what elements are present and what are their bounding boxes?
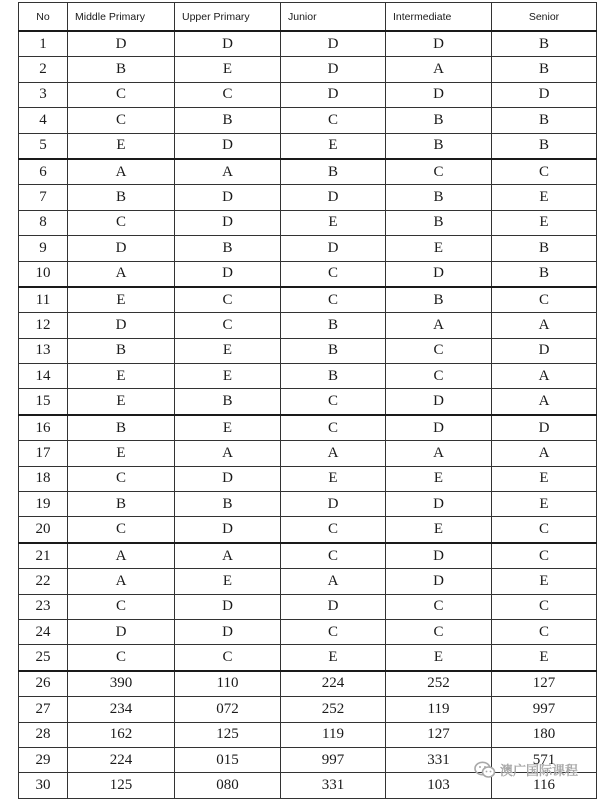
cell-junior: E bbox=[281, 210, 386, 235]
cell-middle-primary: C bbox=[68, 517, 175, 543]
table-body bbox=[19, 31, 597, 798]
cell-senior: B bbox=[492, 261, 597, 287]
cell-intermediate: D bbox=[386, 389, 492, 415]
cell-upper-primary: 125 bbox=[175, 722, 281, 747]
cell-senior: A bbox=[492, 313, 597, 338]
cell-no: 2 bbox=[19, 57, 68, 82]
cell-senior: D bbox=[492, 415, 597, 441]
cell-intermediate: 127 bbox=[386, 722, 492, 747]
cell-middle-primary: C bbox=[68, 82, 175, 107]
table-row bbox=[19, 645, 597, 671]
header-intermediate: Intermediate bbox=[386, 3, 492, 32]
cell-upper-primary: E bbox=[175, 364, 281, 389]
cell-middle-primary: C bbox=[68, 210, 175, 235]
cell-junior: D bbox=[281, 82, 386, 107]
cell-no: 10 bbox=[19, 261, 68, 287]
cell-no: 7 bbox=[19, 185, 68, 210]
cell-upper-primary: A bbox=[175, 441, 281, 466]
cell-middle-primary: 162 bbox=[68, 722, 175, 747]
cell-upper-primary: B bbox=[175, 389, 281, 415]
cell-no: 30 bbox=[19, 773, 68, 798]
table-row bbox=[19, 210, 597, 235]
table-row bbox=[19, 236, 597, 261]
table-row bbox=[19, 697, 597, 722]
table-row bbox=[19, 261, 597, 287]
cell-junior: C bbox=[281, 415, 386, 441]
cell-senior: B bbox=[492, 31, 597, 57]
cell-upper-primary: A bbox=[175, 543, 281, 569]
cell-upper-primary: C bbox=[175, 82, 281, 107]
cell-senior: C bbox=[492, 159, 597, 185]
table-row bbox=[19, 31, 597, 57]
cell-upper-primary: E bbox=[175, 415, 281, 441]
header-no: No bbox=[19, 3, 68, 32]
cell-intermediate: C bbox=[386, 338, 492, 363]
table-header bbox=[19, 3, 597, 32]
cell-intermediate: C bbox=[386, 159, 492, 185]
cell-upper-primary: A bbox=[175, 159, 281, 185]
table-row bbox=[19, 747, 597, 772]
cell-middle-primary: E bbox=[68, 364, 175, 389]
cell-no: 14 bbox=[19, 364, 68, 389]
cell-upper-primary: C bbox=[175, 287, 281, 313]
table-row bbox=[19, 159, 597, 185]
cell-intermediate: A bbox=[386, 441, 492, 466]
cell-intermediate: C bbox=[386, 364, 492, 389]
header-upper-primary: Upper Primary bbox=[175, 3, 281, 32]
cell-upper-primary: D bbox=[175, 466, 281, 491]
cell-senior: E bbox=[492, 569, 597, 594]
answer-key-table bbox=[18, 2, 597, 799]
cell-senior: A bbox=[492, 364, 597, 389]
cell-junior: 224 bbox=[281, 671, 386, 697]
cell-upper-primary: D bbox=[175, 594, 281, 619]
cell-junior: D bbox=[281, 236, 386, 261]
cell-upper-primary: D bbox=[175, 133, 281, 159]
cell-junior: E bbox=[281, 466, 386, 491]
cell-senior: E bbox=[492, 492, 597, 517]
cell-senior: D bbox=[492, 338, 597, 363]
cell-middle-primary: E bbox=[68, 287, 175, 313]
cell-upper-primary: D bbox=[175, 261, 281, 287]
cell-upper-primary: B bbox=[175, 236, 281, 261]
cell-no: 18 bbox=[19, 466, 68, 491]
cell-junior: E bbox=[281, 133, 386, 159]
cell-senior: 997 bbox=[492, 697, 597, 722]
cell-junior: 252 bbox=[281, 697, 386, 722]
table-row bbox=[19, 619, 597, 644]
cell-middle-primary: A bbox=[68, 543, 175, 569]
cell-upper-primary: 015 bbox=[175, 747, 281, 772]
table-row bbox=[19, 287, 597, 313]
cell-middle-primary: B bbox=[68, 415, 175, 441]
table-row bbox=[19, 569, 597, 594]
cell-middle-primary: 234 bbox=[68, 697, 175, 722]
table-row bbox=[19, 492, 597, 517]
cell-intermediate: B bbox=[386, 108, 492, 133]
cell-senior: A bbox=[492, 389, 597, 415]
cell-senior: A bbox=[492, 441, 597, 466]
cell-no: 6 bbox=[19, 159, 68, 185]
header-senior: Senior bbox=[492, 3, 597, 32]
cell-intermediate: D bbox=[386, 82, 492, 107]
cell-junior: C bbox=[281, 389, 386, 415]
cell-middle-primary: 125 bbox=[68, 773, 175, 798]
cell-senior: C bbox=[492, 619, 597, 644]
cell-no: 20 bbox=[19, 517, 68, 543]
cell-intermediate: 252 bbox=[386, 671, 492, 697]
cell-intermediate: 103 bbox=[386, 773, 492, 798]
cell-middle-primary: E bbox=[68, 441, 175, 466]
table-row bbox=[19, 389, 597, 415]
cell-junior: D bbox=[281, 185, 386, 210]
table-row bbox=[19, 57, 597, 82]
cell-middle-primary: D bbox=[68, 313, 175, 338]
table-row bbox=[19, 671, 597, 697]
cell-intermediate: E bbox=[386, 517, 492, 543]
cell-no: 11 bbox=[19, 287, 68, 313]
cell-no: 21 bbox=[19, 543, 68, 569]
cell-senior: C bbox=[492, 594, 597, 619]
cell-no: 12 bbox=[19, 313, 68, 338]
cell-junior: C bbox=[281, 517, 386, 543]
cell-upper-primary: D bbox=[175, 210, 281, 235]
cell-no: 26 bbox=[19, 671, 68, 697]
cell-middle-primary: D bbox=[68, 31, 175, 57]
cell-junior: D bbox=[281, 57, 386, 82]
cell-intermediate: A bbox=[386, 57, 492, 82]
cell-upper-primary: 072 bbox=[175, 697, 281, 722]
header-junior: Junior bbox=[281, 3, 386, 32]
cell-middle-primary: 224 bbox=[68, 747, 175, 772]
cell-junior: B bbox=[281, 159, 386, 185]
cell-upper-primary: B bbox=[175, 108, 281, 133]
cell-upper-primary: E bbox=[175, 57, 281, 82]
table-row bbox=[19, 185, 597, 210]
table-row bbox=[19, 108, 597, 133]
cell-junior: 119 bbox=[281, 722, 386, 747]
cell-intermediate: B bbox=[386, 287, 492, 313]
cell-no: 23 bbox=[19, 594, 68, 619]
cell-no: 22 bbox=[19, 569, 68, 594]
cell-upper-primary: C bbox=[175, 645, 281, 671]
cell-junior: C bbox=[281, 543, 386, 569]
table-row bbox=[19, 82, 597, 107]
cell-intermediate: D bbox=[386, 543, 492, 569]
cell-middle-primary: D bbox=[68, 619, 175, 644]
cell-middle-primary: E bbox=[68, 389, 175, 415]
cell-intermediate: B bbox=[386, 133, 492, 159]
cell-no: 9 bbox=[19, 236, 68, 261]
table-row bbox=[19, 313, 597, 338]
cell-middle-primary: 390 bbox=[68, 671, 175, 697]
cell-senior: 180 bbox=[492, 722, 597, 747]
table-row bbox=[19, 722, 597, 747]
cell-intermediate: D bbox=[386, 415, 492, 441]
cell-junior: 331 bbox=[281, 773, 386, 798]
cell-intermediate: B bbox=[386, 185, 492, 210]
cell-no: 5 bbox=[19, 133, 68, 159]
cell-upper-primary: B bbox=[175, 492, 281, 517]
cell-no: 19 bbox=[19, 492, 68, 517]
cell-junior: E bbox=[281, 645, 386, 671]
cell-junior: B bbox=[281, 313, 386, 338]
cell-senior: B bbox=[492, 133, 597, 159]
table-row bbox=[19, 441, 597, 466]
cell-middle-primary: B bbox=[68, 492, 175, 517]
table-row bbox=[19, 133, 597, 159]
cell-no: 3 bbox=[19, 82, 68, 107]
cell-middle-primary: A bbox=[68, 159, 175, 185]
cell-intermediate: D bbox=[386, 569, 492, 594]
cell-senior: D bbox=[492, 82, 597, 107]
cell-no: 16 bbox=[19, 415, 68, 441]
cell-upper-primary: D bbox=[175, 517, 281, 543]
cell-upper-primary: 080 bbox=[175, 773, 281, 798]
cell-upper-primary: D bbox=[175, 31, 281, 57]
cell-middle-primary: E bbox=[68, 133, 175, 159]
cell-senior: B bbox=[492, 57, 597, 82]
cell-senior: C bbox=[492, 517, 597, 543]
cell-junior: 997 bbox=[281, 747, 386, 772]
cell-junior: C bbox=[281, 261, 386, 287]
cell-intermediate: 119 bbox=[386, 697, 492, 722]
header-middle-primary: Middle Primary bbox=[68, 3, 175, 32]
cell-intermediate: 331 bbox=[386, 747, 492, 772]
cell-junior: C bbox=[281, 108, 386, 133]
cell-upper-primary: E bbox=[175, 338, 281, 363]
cell-no: 29 bbox=[19, 747, 68, 772]
cell-no: 27 bbox=[19, 697, 68, 722]
cell-junior: B bbox=[281, 364, 386, 389]
cell-upper-primary: D bbox=[175, 185, 281, 210]
table-row bbox=[19, 466, 597, 491]
watermark-text: 澳广国际课程 bbox=[500, 764, 579, 779]
cell-upper-primary: 110 bbox=[175, 671, 281, 697]
cell-no: 17 bbox=[19, 441, 68, 466]
cell-intermediate: A bbox=[386, 313, 492, 338]
cell-junior: B bbox=[281, 338, 386, 363]
cell-junior: D bbox=[281, 594, 386, 619]
cell-upper-primary: E bbox=[175, 569, 281, 594]
cell-junior: D bbox=[281, 492, 386, 517]
cell-junior: A bbox=[281, 569, 386, 594]
cell-intermediate: D bbox=[386, 31, 492, 57]
table-row bbox=[19, 415, 597, 441]
cell-senior: 571 bbox=[492, 747, 597, 772]
cell-no: 13 bbox=[19, 338, 68, 363]
cell-no: 8 bbox=[19, 210, 68, 235]
cell-middle-primary: A bbox=[68, 569, 175, 594]
cell-senior: E bbox=[492, 645, 597, 671]
cell-no: 1 bbox=[19, 31, 68, 57]
cell-middle-primary: B bbox=[68, 185, 175, 210]
cell-middle-primary: B bbox=[68, 338, 175, 363]
cell-senior: B bbox=[492, 236, 597, 261]
cell-intermediate: D bbox=[386, 492, 492, 517]
cell-junior: C bbox=[281, 287, 386, 313]
table-row bbox=[19, 338, 597, 363]
cell-middle-primary: D bbox=[68, 236, 175, 261]
table-row bbox=[19, 364, 597, 389]
cell-senior: E bbox=[492, 210, 597, 235]
cell-intermediate: C bbox=[386, 619, 492, 644]
cell-middle-primary: C bbox=[68, 466, 175, 491]
cell-middle-primary: A bbox=[68, 261, 175, 287]
cell-upper-primary: D bbox=[175, 619, 281, 644]
cell-senior: E bbox=[492, 185, 597, 210]
cell-junior: A bbox=[281, 441, 386, 466]
cell-intermediate: B bbox=[386, 210, 492, 235]
cell-senior: E bbox=[492, 466, 597, 491]
cell-no: 4 bbox=[19, 108, 68, 133]
cell-middle-primary: C bbox=[68, 594, 175, 619]
cell-middle-primary: C bbox=[68, 108, 175, 133]
cell-junior: D bbox=[281, 31, 386, 57]
cell-middle-primary: C bbox=[68, 645, 175, 671]
cell-intermediate: E bbox=[386, 466, 492, 491]
cell-no: 15 bbox=[19, 389, 68, 415]
cell-senior: C bbox=[492, 543, 597, 569]
cell-senior: 127 bbox=[492, 671, 597, 697]
header-row bbox=[19, 3, 597, 32]
cell-no: 28 bbox=[19, 722, 68, 747]
table-row bbox=[19, 594, 597, 619]
cell-no: 25 bbox=[19, 645, 68, 671]
cell-middle-primary: B bbox=[68, 57, 175, 82]
cell-intermediate: C bbox=[386, 594, 492, 619]
cell-senior: 116 bbox=[492, 773, 597, 798]
cell-intermediate: D bbox=[386, 261, 492, 287]
table-row bbox=[19, 517, 597, 543]
cell-intermediate: E bbox=[386, 645, 492, 671]
table-row bbox=[19, 773, 597, 798]
cell-senior: B bbox=[492, 108, 597, 133]
cell-no: 24 bbox=[19, 619, 68, 644]
table-row bbox=[19, 543, 597, 569]
cell-junior: C bbox=[281, 619, 386, 644]
cell-senior: C bbox=[492, 287, 597, 313]
cell-upper-primary: C bbox=[175, 313, 281, 338]
cell-intermediate: E bbox=[386, 236, 492, 261]
